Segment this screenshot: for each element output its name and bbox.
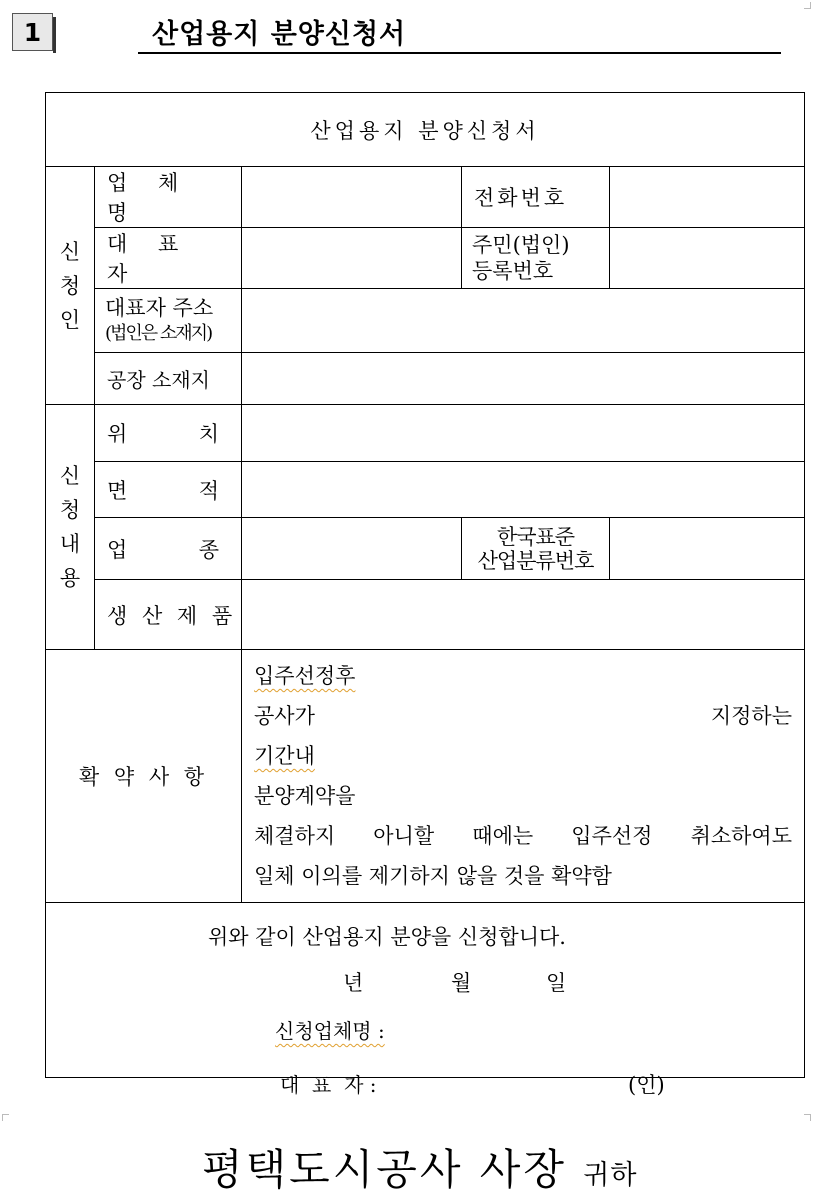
page-corner-mark <box>804 1114 811 1121</box>
location-field[interactable] <box>242 405 805 462</box>
recipient-line: 평택도시공사 사장 귀하 <box>202 1145 638 1194</box>
phone-label: 전화번호 <box>462 167 610 228</box>
seal-label: (인) <box>628 1073 665 1097</box>
product-row <box>46 580 805 650</box>
representative-label: 대 표 자 <box>95 228 242 289</box>
signature-row <box>46 903 805 1078</box>
representative-field[interactable] <box>242 228 462 289</box>
section-number-box: 1 <box>12 13 53 51</box>
representative-row <box>46 228 805 289</box>
company-row <box>46 167 805 228</box>
pledge-label: 확 약 사 항 <box>46 650 242 903</box>
ksic-code-field[interactable] <box>610 518 805 580</box>
page-heading: 산업용지 분양신청서 <box>152 19 407 50</box>
company-name-field[interactable] <box>242 167 462 228</box>
area-label: 면 적 <box>95 462 242 518</box>
pledge-text <box>242 650 805 903</box>
year-label: 년 <box>343 971 364 995</box>
form-title-row <box>46 93 805 167</box>
industry-field[interactable] <box>242 518 462 580</box>
phone-field[interactable] <box>610 167 805 228</box>
application-form-table <box>45 92 805 1194</box>
applicant-company-label: 신청업체명 : <box>275 1019 385 1043</box>
page-corner-mark <box>2 1114 9 1121</box>
factory-row <box>46 353 805 405</box>
industry-row <box>46 518 805 580</box>
address-label: 대표자 주소 (법인은 소재지) <box>95 289 242 353</box>
factory-location-label: 공장 소재지 <box>95 353 242 405</box>
product-label: 생 산 제 품 <box>95 580 242 650</box>
month-label: 월 <box>451 971 472 995</box>
ksic-code-label: 한국표준 산업분류번호 <box>462 518 610 580</box>
address-row <box>46 289 805 353</box>
pledge-line-2: 체결하지 아니할 때에는 입주선정 취소하여도 <box>254 824 793 848</box>
pledge-row <box>46 650 805 903</box>
day-label: 일 <box>546 971 567 995</box>
company-name-label: 업 체 명 <box>95 167 242 228</box>
content-section-label: 신 청 내 용 <box>46 405 95 650</box>
area-row <box>46 462 805 518</box>
declaration-text: 위와 같이 산업용지 분양을 신청합니다. <box>208 925 566 949</box>
registration-number-label: 주민(법인) 등록번호 <box>462 228 610 289</box>
signature-area <box>46 903 805 1194</box>
location-label: 위 치 <box>95 405 242 462</box>
industry-label: 업 종 <box>95 518 242 580</box>
address-field[interactable] <box>242 289 805 353</box>
pledge-line-3: 일체 이의를 제기하지 않을 것을 확약함 <box>254 864 612 888</box>
registration-number-field[interactable] <box>610 228 805 289</box>
area-field[interactable] <box>242 462 805 518</box>
pledge-line-1: 입주선정후 공사가 지정하는 기간내 분양계약을 <box>254 664 793 808</box>
location-row <box>46 405 805 462</box>
factory-location-field[interactable] <box>242 353 805 405</box>
form-title: 산업용지 분양신청서 <box>46 93 805 167</box>
heading-underline <box>138 52 781 54</box>
page-corner-mark <box>804 2 811 9</box>
applicant-section-label: 신 청 인 <box>46 167 95 405</box>
product-field[interactable] <box>242 580 805 650</box>
representative-sign-label: 대 표 자 : <box>280 1073 377 1097</box>
